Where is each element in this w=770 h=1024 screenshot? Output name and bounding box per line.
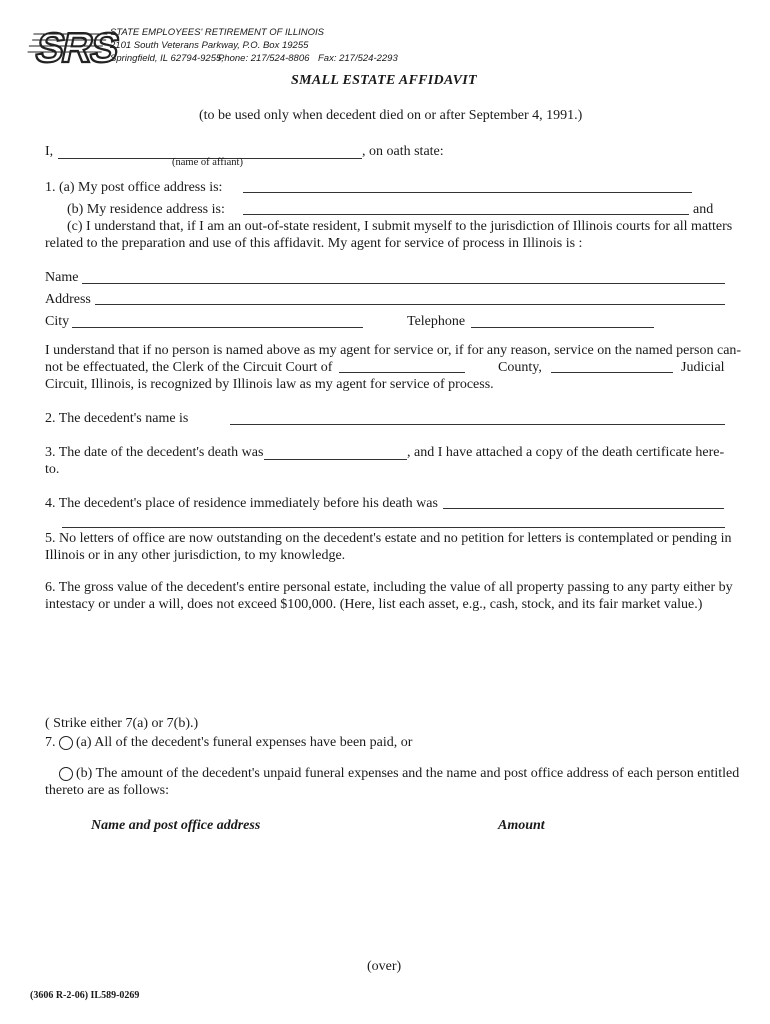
- item1c-line2: related to the preparation and use of this affidavit. My agent for service of process in Illinois is :: [45, 236, 583, 251]
- affiant-suffix: , on oath state:: [362, 144, 444, 159]
- item4-label: 4. The decedent's place of residence immediately before his death was: [45, 496, 438, 511]
- item1c-line1: (c) I understand that, if I am an out-of-state resident, I submit myself to the jurisdiction of Illinois courts for all matters: [67, 219, 733, 234]
- item3-label: 3. The date of the decedent's death was: [45, 445, 264, 460]
- option-7a-radio[interactable]: [59, 736, 73, 750]
- affiant-caption: (name of affiant): [172, 157, 243, 168]
- page-title: SMALL ESTATE AFFIDAVIT: [291, 73, 477, 88]
- agent-address-label: Address: [45, 292, 91, 307]
- item7-number: 7.: [45, 735, 56, 750]
- item7b-line2: thereto are as follows:: [45, 783, 170, 798]
- residence-before-death-field-2[interactable]: [62, 527, 725, 528]
- org-address: 2101 South Veterans Parkway, P.O. Box 19255: [110, 40, 309, 51]
- agent-telephone-label: Telephone: [407, 314, 466, 329]
- item1b-label: (b) My residence address is:: [67, 202, 225, 217]
- form-code: (3606 R-2-06) IL589-0269: [30, 990, 140, 1001]
- option-7b-radio[interactable]: [59, 767, 73, 781]
- org-fax: Fax: 217/524-2293: [318, 53, 398, 64]
- agent-name-field[interactable]: [82, 283, 725, 284]
- understand-line3: Circuit, Illinois, is recognized by Illinois law as my agent for service of process.: [45, 377, 494, 392]
- affiant-prefix: I,: [45, 144, 54, 159]
- column-name-address: Name and post office address: [91, 818, 261, 833]
- item1a-label: 1. (a) My post office address is:: [45, 180, 223, 195]
- item7a-label: (a) All of the decedent's funeral expenses have been paid, or: [76, 735, 413, 750]
- agent-address-field[interactable]: [95, 304, 725, 305]
- column-amount: Amount: [498, 818, 545, 833]
- understand-line2a: not be effectuated, the Clerk of the Circuit Court of: [45, 360, 333, 375]
- agent-telephone-field[interactable]: [471, 327, 654, 328]
- understand-judicial: Judicial: [681, 360, 725, 375]
- item5-line1: 5. No letters of office are now outstanding on the decedent's estate and no petition for letters is contemplated or pending in: [45, 531, 732, 546]
- agent-city-label: City: [45, 314, 70, 329]
- item2-label: 2. The decedent's name is: [45, 411, 189, 426]
- decedent-name-field[interactable]: [230, 424, 725, 425]
- post-office-address-field[interactable]: [243, 192, 692, 193]
- agent-name-label: Name: [45, 270, 79, 285]
- understand-county: County,: [498, 360, 542, 375]
- org-phone: Phone: 217/524-8806: [218, 53, 310, 64]
- item1b-and: and: [693, 202, 714, 217]
- org-name: STATE EMPLOYEES' RETIREMENT OF ILLINOIS: [110, 27, 325, 38]
- agent-city-field[interactable]: [72, 327, 363, 328]
- item7-strike-note: ( Strike either 7(a) or 7(b).): [45, 716, 199, 731]
- org-city: Springfield, IL 62794-9255,: [110, 53, 224, 64]
- item3-certificate: , and I have attached a copy of the death certificate here-: [407, 445, 725, 460]
- item6-line2: intestacy or under a will, does not exceed $100,000. (Here, list each asset, e.g., cash, stock, and its fair market value.): [45, 597, 703, 612]
- circuit-court-county-field[interactable]: [339, 372, 465, 373]
- understand-line1: I understand that if no person is named above as my agent for service or, if for any reason, service on the named person can-: [45, 343, 742, 358]
- death-date-field[interactable]: [264, 459, 407, 460]
- item6-line1: 6. The gross value of the decedent's entire personal estate, including the value of all property passing to any party either by: [45, 580, 733, 595]
- item3-to: to.: [45, 462, 60, 477]
- judicial-circuit-field[interactable]: [551, 372, 673, 373]
- item5-line2: Illinois or in any other jurisdiction, to my knowledge.: [45, 548, 346, 563]
- residence-before-death-field[interactable]: [443, 508, 724, 509]
- svg-text:SRS: SRS: [31, 24, 122, 71]
- item7b-line1: (b) The amount of the decedent's unpaid funeral expenses and the name and post office address of each person entitled: [76, 766, 740, 781]
- residence-address-field[interactable]: [243, 214, 689, 215]
- subtitle: (to be used only when decedent died on or after September 4, 1991.): [199, 108, 583, 123]
- srs-logo: [30, 22, 122, 71]
- over-note: (over): [367, 959, 402, 974]
